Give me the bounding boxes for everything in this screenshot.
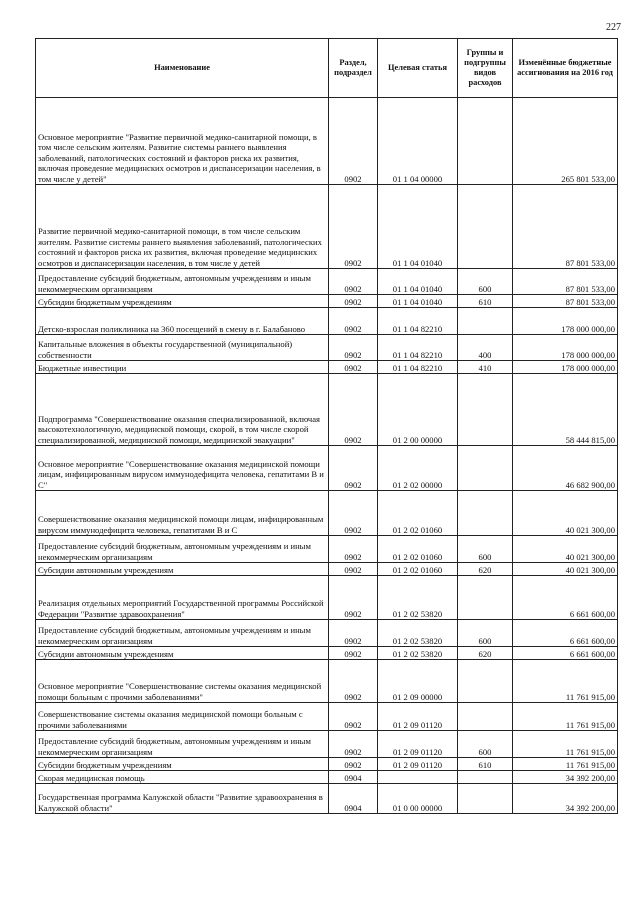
cell-name: Скорая медицинская помощь (36, 771, 329, 784)
cell-amount: 178 000 000,00 (513, 308, 618, 335)
table-row (36, 647, 618, 660)
cell-target: 01 1 04 00000 (378, 98, 458, 185)
cell-section: 0904 (329, 771, 378, 784)
cell-amount: 46 682 900,00 (513, 446, 618, 491)
cell-target: 01 2 02 00000 (378, 446, 458, 491)
cell-amount: 87 801 533,00 (513, 185, 618, 269)
cell-section: 0904 (329, 784, 378, 814)
cell-amount: 40 021 300,00 (513, 491, 618, 536)
cell-group (458, 703, 513, 731)
table-row (36, 308, 618, 335)
cell-name: Предоставление субсидий бюджетным, автономным учреждениям и иным некоммерческим организациям (36, 269, 329, 295)
header-amount: Изменённые бюджетные ассигнования на 2016 год (513, 39, 618, 98)
cell-section: 0902 (329, 491, 378, 536)
cell-target: 01 0 00 00000 (378, 784, 458, 814)
cell-group: 600 (458, 620, 513, 647)
cell-section: 0902 (329, 620, 378, 647)
table-row (36, 771, 618, 784)
cell-target: 01 2 09 00000 (378, 660, 458, 703)
cell-group (458, 660, 513, 703)
cell-section: 0902 (329, 308, 378, 335)
cell-name: Совершенствование оказания медицинской помощи лицам, инфицированным вирусом иммунодефицита человека, гепатитами В и С (36, 491, 329, 536)
table-row (36, 731, 618, 758)
cell-section: 0902 (329, 731, 378, 758)
cell-name: Субсидии бюджетным учреждениям (36, 295, 329, 308)
cell-group: 600 (458, 269, 513, 295)
table-row (36, 335, 618, 361)
cell-name: Основное мероприятие "Развитие первичной медико-санитарной помощи, в том числе сельским жителям. Развитие системы раннего выявления заболеваний, патологических состояний и факторов риска их развития, включая проведение медицинских осмотров и диспансеризации населения, в том числе у детей" (36, 98, 329, 185)
header-groups: Группы и подгруппы видов расходов (458, 39, 513, 98)
table-row (36, 446, 618, 491)
cell-target: 01 1 04 82210 (378, 308, 458, 335)
cell-section: 0902 (329, 185, 378, 269)
cell-group: 410 (458, 361, 513, 374)
cell-amount: 40 021 300,00 (513, 563, 618, 576)
cell-target: 01 1 04 01040 (378, 185, 458, 269)
cell-target: 01 1 04 82210 (378, 335, 458, 361)
cell-target: 01 2 02 01060 (378, 536, 458, 563)
cell-group: 600 (458, 536, 513, 563)
cell-amount: 178 000 000,00 (513, 335, 618, 361)
header-name: Наименование (36, 39, 329, 98)
cell-amount: 11 761 915,00 (513, 731, 618, 758)
cell-amount: 58 444 815,00 (513, 374, 618, 446)
table-row (36, 491, 618, 536)
cell-target: 01 1 04 01040 (378, 295, 458, 308)
cell-group (458, 446, 513, 491)
header-section: Раздел, подраздел (329, 39, 378, 98)
cell-section: 0902 (329, 335, 378, 361)
table-row (36, 758, 618, 771)
table-header-row (36, 39, 618, 98)
cell-amount: 6 661 600,00 (513, 620, 618, 647)
cell-section: 0902 (329, 563, 378, 576)
table-row (36, 361, 618, 374)
cell-section: 0902 (329, 295, 378, 308)
budget-table (35, 38, 618, 814)
cell-amount: 6 661 600,00 (513, 576, 618, 620)
cell-section: 0902 (329, 576, 378, 620)
cell-amount: 11 761 915,00 (513, 703, 618, 731)
cell-section: 0902 (329, 660, 378, 703)
cell-amount: 34 392 200,00 (513, 771, 618, 784)
cell-target: 01 2 09 01120 (378, 731, 458, 758)
cell-section: 0902 (329, 374, 378, 446)
cell-target: 01 2 02 53820 (378, 576, 458, 620)
table-row (36, 563, 618, 576)
cell-name: Капитальные вложения в объекты государственной (муниципальной) собственности (36, 335, 329, 361)
cell-target: 01 2 09 01120 (378, 758, 458, 771)
page-number: 227 (606, 22, 621, 33)
table-row (36, 660, 618, 703)
cell-name: Государственная программа Калужской области "Развитие здравоохранения в Калужской области" (36, 784, 329, 814)
cell-target: 01 2 09 01120 (378, 703, 458, 731)
cell-group (458, 98, 513, 185)
cell-name: Субсидии автономным учреждениям (36, 647, 329, 660)
cell-name: Бюджетные инвестиции (36, 361, 329, 374)
cell-amount: 40 021 300,00 (513, 536, 618, 563)
cell-group (458, 374, 513, 446)
cell-section: 0902 (329, 647, 378, 660)
table-row (36, 620, 618, 647)
cell-name: Предоставление субсидий бюджетным, автономным учреждениям и иным некоммерческим организациям (36, 536, 329, 563)
cell-section: 0902 (329, 536, 378, 563)
cell-section: 0902 (329, 703, 378, 731)
cell-group (458, 576, 513, 620)
cell-group: 600 (458, 731, 513, 758)
table-row (36, 536, 618, 563)
cell-amount: 265 801 533,00 (513, 98, 618, 185)
cell-group (458, 784, 513, 814)
cell-section: 0902 (329, 361, 378, 374)
table-row (36, 98, 618, 185)
table-row (36, 784, 618, 814)
cell-group (458, 308, 513, 335)
cell-name: Субсидии автономным учреждениям (36, 563, 329, 576)
cell-target: 01 2 02 53820 (378, 620, 458, 647)
cell-name: Основное мероприятие "Совершенствование оказания медицинской помощи лицам, инфицированным вирусом иммунодефицита человека, гепатитами В и С" (36, 446, 329, 491)
cell-name: Основное мероприятие "Совершенствование системы оказания медицинской помощи больным с прочими заболеваниями" (36, 660, 329, 703)
cell-name: Предоставление субсидий бюджетным, автономным учреждениям и иным некоммерческим организациям (36, 620, 329, 647)
table-row (36, 576, 618, 620)
table-row (36, 269, 618, 295)
cell-group: 610 (458, 758, 513, 771)
cell-target: 01 2 00 00000 (378, 374, 458, 446)
cell-amount: 87 801 533,00 (513, 295, 618, 308)
cell-target: 01 1 04 01040 (378, 269, 458, 295)
cell-name: Совершенствование системы оказания медицинской помощи больным с прочими заболеваниями (36, 703, 329, 731)
cell-group: 620 (458, 647, 513, 660)
table-row (36, 703, 618, 731)
cell-name: Предоставление субсидий бюджетным, автономным учреждениям и иным некоммерческим организациям (36, 731, 329, 758)
cell-name: Подпрограмма "Совершенствование оказания специализированной, включая высокотехнологичную, медицинской помощи, скорой, в том числе скорой специализированной, медицинской помощи, медицинской эвакуации" (36, 374, 329, 446)
cell-group (458, 185, 513, 269)
cell-name: Субсидии бюджетным учреждениям (36, 758, 329, 771)
table-row (36, 185, 618, 269)
cell-amount: 11 761 915,00 (513, 758, 618, 771)
cell-section: 0902 (329, 98, 378, 185)
cell-name: Детско-взрослая поликлиника на 360 посещений в смену в г. Балабаново (36, 308, 329, 335)
cell-amount: 87 801 533,00 (513, 269, 618, 295)
cell-group: 620 (458, 563, 513, 576)
cell-group (458, 771, 513, 784)
cell-target: 01 2 02 53820 (378, 647, 458, 660)
cell-target: 01 1 04 82210 (378, 361, 458, 374)
cell-amount: 34 392 200,00 (513, 784, 618, 814)
cell-group: 610 (458, 295, 513, 308)
table-row (36, 295, 618, 308)
cell-target: 01 2 02 01060 (378, 563, 458, 576)
cell-amount: 11 761 915,00 (513, 660, 618, 703)
cell-section: 0902 (329, 758, 378, 771)
header-target: Целевая статья (378, 39, 458, 98)
cell-section: 0902 (329, 446, 378, 491)
cell-target (378, 771, 458, 784)
cell-name: Развитие первичной медико-санитарной помощи, в том числе сельским жителям. Развитие системы раннего выявления заболеваний, патологических состояний и факторов риска их развития, включая проведение медицинских осмотров и диспансеризации населения, в том числе у детей (36, 185, 329, 269)
cell-amount: 178 000 000,00 (513, 361, 618, 374)
cell-group: 400 (458, 335, 513, 361)
cell-amount: 6 661 600,00 (513, 647, 618, 660)
cell-target: 01 2 02 01060 (378, 491, 458, 536)
cell-section: 0902 (329, 269, 378, 295)
cell-name: Реализация отдельных мероприятий Государственной программы Российской Федерации "Развитие здравоохранения" (36, 576, 329, 620)
table-row (36, 374, 618, 446)
cell-group (458, 491, 513, 536)
